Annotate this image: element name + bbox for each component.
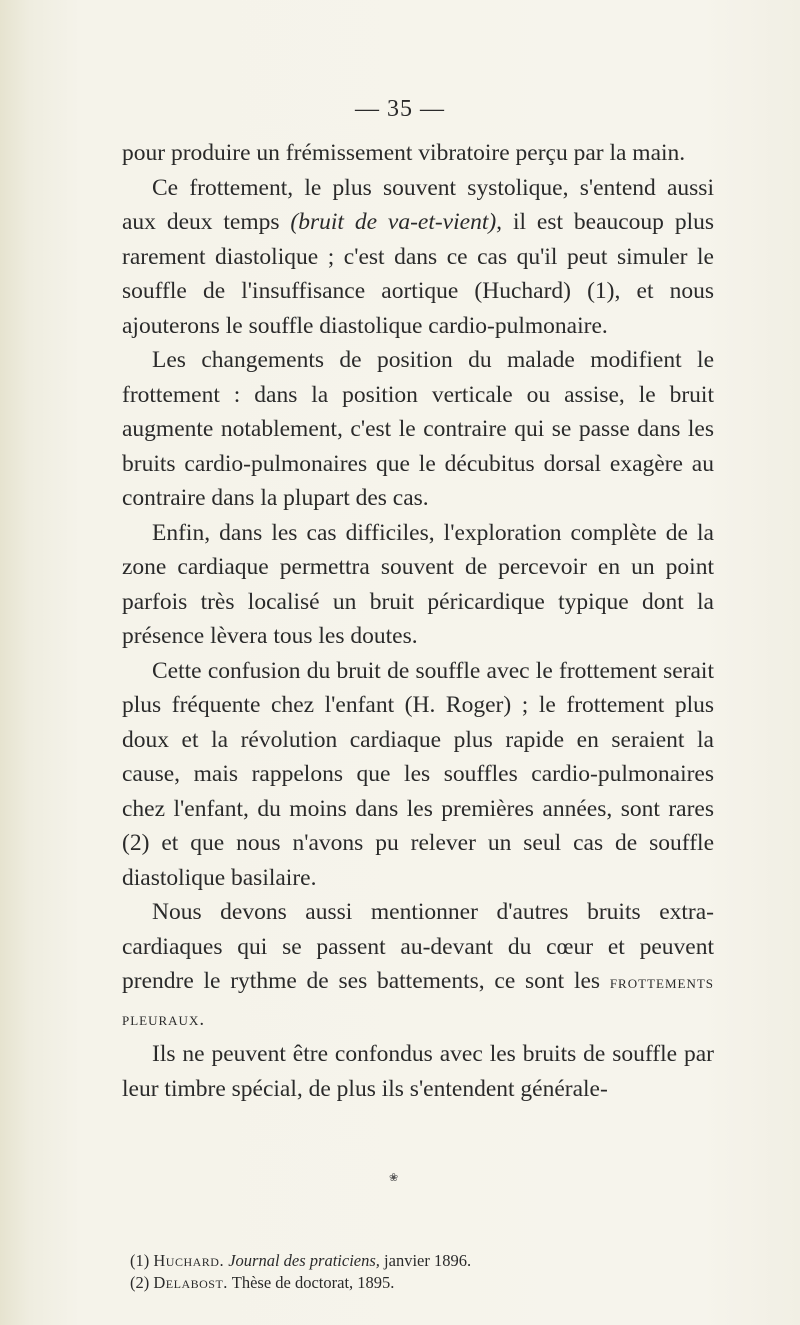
footnotes: [130, 1250, 710, 1294]
paragraph-4: Enfin, dans les cas difficiles, l'exploration complète de la zone cardiaque permettra souvent de percevoir en un point parfois très localisé un bruit péricardique typique dont la présence lèvera tous les doutes.: [122, 519, 714, 649]
page-number: — 35 —: [355, 96, 445, 122]
paragraph-6-smallcaps: frottements pleuraux.: [122, 972, 714, 1030]
paragraph-7: Ils ne peuvent être confondus avec les bruits de souffle par leur timbre spécial, de plus ils s'entendent générale-: [122, 1041, 714, 1102]
footnote-1: [130, 1250, 710, 1272]
paragraph-2: [122, 171, 714, 344]
footnote-1-rest: janvier 1896.: [384, 1251, 472, 1270]
footnote-2-rest: Thèse de doctorat, 1895.: [231, 1273, 395, 1292]
paragraph-6-part-1: Nous devons aussi mentionner d'autres bruits extra-cardiaques qui se passent au-devant du cœur et peuvent prendre le rythme de ses battements, ce sont les: [122, 899, 714, 994]
footnote-1-journal: Journal des praticiens,: [228, 1251, 380, 1270]
body-text: [122, 136, 714, 1106]
paragraph-5: Cette confusion du bruit de souffle avec le frottement serait plus fréquente chez l'enfant (H. Roger) ; le frottement plus doux et la révolution cardiaque plus rapide en seraient la cause, mais rappelons que les souffles cardio-pulmonaires chez l'enfant, du moins dans les premières années, sont rares (2) et que nous n'avons pu relever un seul cas de souffle diastolique basilaire.: [122, 657, 714, 891]
paragraph-1: pour produire un frémissement vibratoire perçu par la main.: [122, 140, 686, 166]
paragraph-3: Les changements de position du malade modifient le frottement : dans la position verticale ou assise, le bruit augmente notablement, c'est le contraire qui se passe dans les bruits cardio-pulmonaires que le décubitus dorsal exagère au contraire dans la plupart des cas.: [122, 347, 714, 511]
paragraph-2-part-1: Ce frottement, le plus souvent systolique, s'entend aussi aux deux temps: [122, 174, 714, 235]
footnote-2-author: Delabost.: [153, 1273, 228, 1292]
printer-mark-icon: ❀: [389, 1172, 399, 1184]
paragraph-6: [122, 895, 714, 1037]
footnote-1-number: (1): [130, 1251, 150, 1270]
footnote-1-author: Huchard.: [153, 1251, 225, 1270]
footnote-2: [130, 1272, 710, 1294]
paragraph-2-part-3: il est beaucoup plus rarement diastolique ; c'est dans ce cas qu'il peut simuler le souffle de l'insuffisance aortique (Huchard) (1), et nous ajouterons le souffle diastolique cardio-pulmonaire.: [122, 209, 714, 339]
paragraph-2-italic: (bruit de va-et-vient),: [290, 209, 503, 235]
footnote-2-number: (2): [130, 1273, 150, 1292]
